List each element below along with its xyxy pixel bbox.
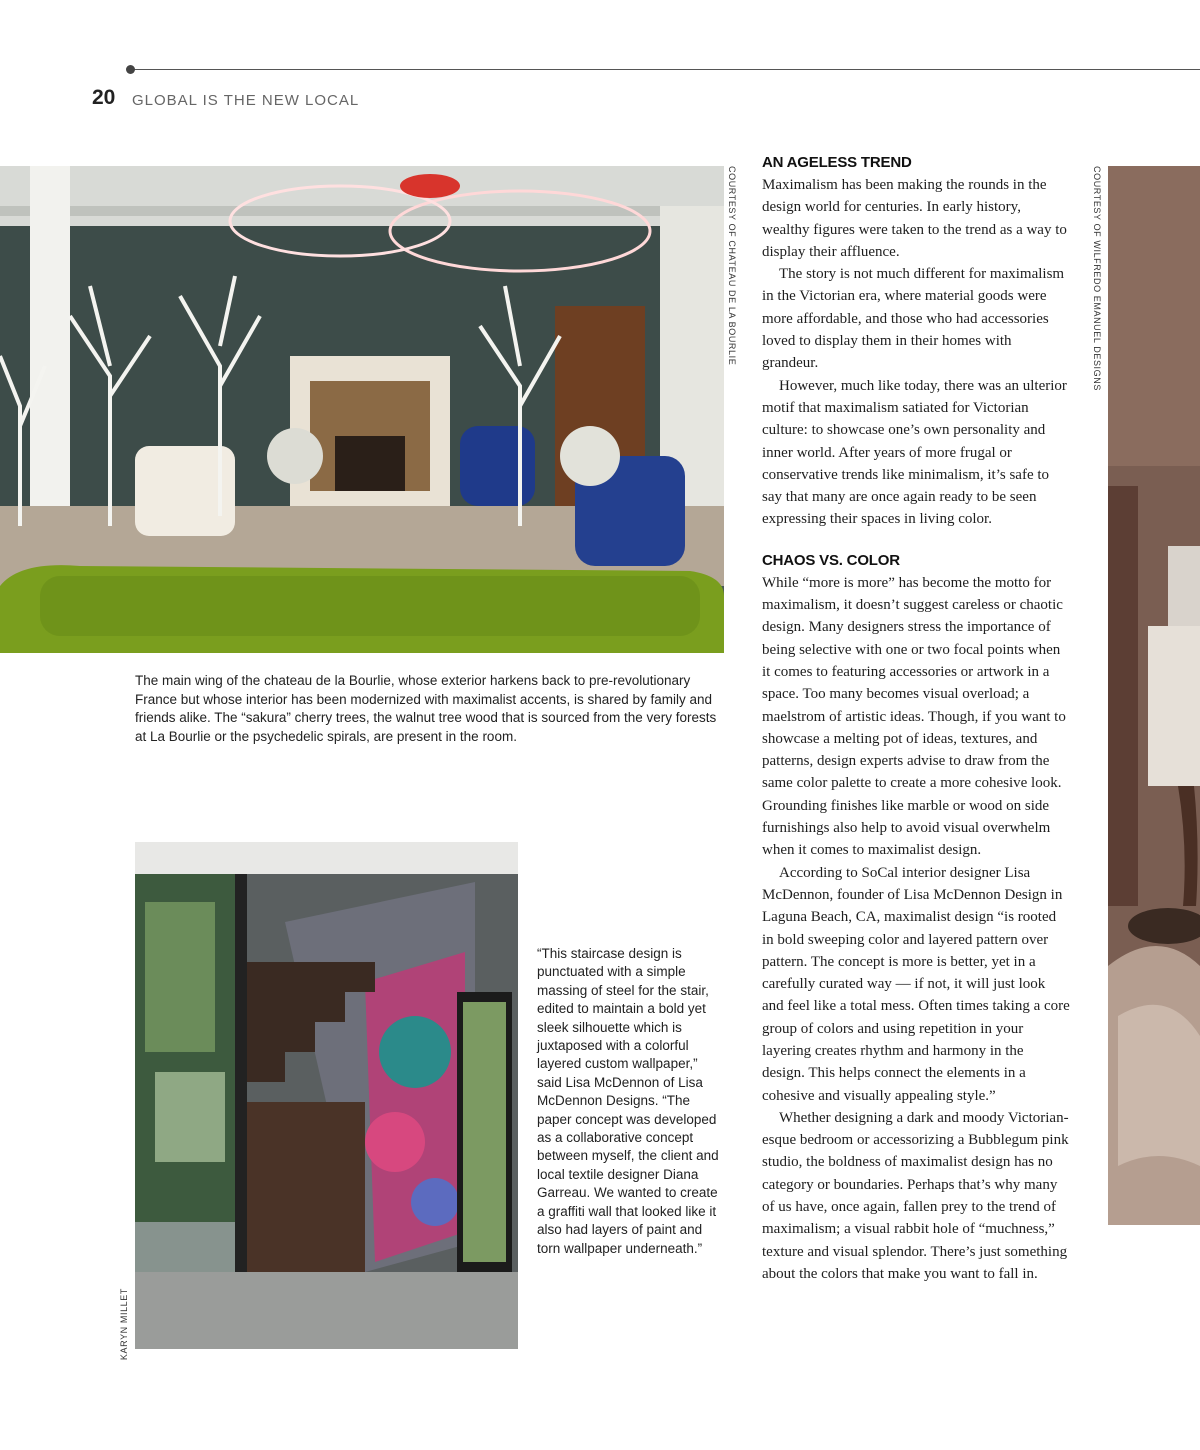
main-photo-credit: COURTESY OF CHATEAU DE LA BOURLIE bbox=[727, 166, 737, 366]
article-column bbox=[762, 152, 1070, 1285]
article-paragraph: However, much like today, there was an ulterior motif that maximalism satiated for Victorian culture: to showcase one’s own personality and inner world. After years of more frugal or conservative trends like minimalism, it’s safe to say that many are once again ready to be seen expressing their spaces in living color. bbox=[762, 377, 1067, 528]
chateau-living-room-photo bbox=[0, 166, 724, 653]
article-paragraph: Maximalism has been making the rounds in the design world for centuries. In early history, wealthy figures were taken to the trend as a way to display their affluence. bbox=[762, 177, 1067, 260]
running-title: GLOBAL IS THE NEW LOCAL bbox=[132, 92, 360, 109]
main-photo-caption: The main wing of the chateau de la Bourlie, whose exterior harkens back to pre-revolutionary France but whose interior has been modernized with maximalist accents, is shared by family and friends alike. The “sakura” cherry trees, the walnut tree wood that is sourced from the very forests at La Bourlie or the psychedelic spirals, are present in the room. bbox=[135, 673, 717, 744]
staircase-photo bbox=[135, 842, 518, 1349]
page-number: 20 bbox=[92, 86, 116, 109]
side-photo-credit: COURTESY OF WILFREDO EMANUEL DESIGNS bbox=[1092, 166, 1102, 391]
staircase-photo-credit: KARYN MILLET bbox=[119, 1288, 129, 1361]
header-rule-dot bbox=[126, 65, 135, 74]
staircase-photo-caption: “This staircase design is punctuated with a simple massing of steel for the stair, edited to maintain a bold yet sleek silhouette which is juxtaposed with a colorful layered custom wallpaper,” said Lisa McDennon of Lisa McDennon Designs. “The paper concept was developed as a collaborative concept between myself, the client and local textile designer Diana Garreau. We wanted to create a graffiti wall that looked like it also had layers of paint and torn wallpaper underneath.” bbox=[537, 946, 719, 1256]
section-heading-ageless-trend: AN AGELESS TREND bbox=[762, 154, 912, 171]
article-paragraph: Whether designing a dark and moody Victorian-esque bedroom or accessorizing a Bubblegum pink studio, the boldness of maximalist design has no category or boundaries. Perhaps that’s why many of us have, once again, fallen prey to the trend of maximalism; a visual rabbit hole of “muchness,” texture and visual splendor. There’s just something about the colors that make you want to fall in. bbox=[762, 1109, 1069, 1282]
header-rule bbox=[130, 69, 1200, 70]
article-paragraph: According to SoCal interior designer Lisa McDennon, founder of Lisa McDennon Design in Laguna Beach, CA, maximalist design “is rooted in bold sweeping color and layered pattern over pattern. The concept is more is better, yet in a carefully curated way — if not, it will just look and feel like a total mess. Often times taking a core group of colors and using repetition in your layering creates rhythm and harmony in the design. This helps connect the elements in a cohesive and visually appealing style.” bbox=[762, 864, 1070, 1104]
article-paragraph: The story is not much different for maximalism in the Victorian era, where material goods were more affordable, and those who had accessories loved to display them in their homes with grandeur. bbox=[762, 266, 1065, 372]
section-heading-chaos-vs-color: CHAOS VS. COLOR bbox=[762, 551, 900, 569]
side-interior-photo bbox=[1108, 166, 1200, 1225]
article-paragraph: While “more is more” has become the motto for maximalism, it doesn’t suggest careless or chaotic design. Many designers stress the importance of being selective with one or two focal points when it comes to featuring accessories or artwork in a space. Too many becomes visual overload; a maelstrom of artistic ideas. Though, if you want to showcase a melting pot of ideas, textures, and patterns, design experts advise to draw from the same color palette to create a more cohesive look. Grounding finishes like marble or wood on side furnishings also help to avoid visual overwhelm when it comes to maximalist design. bbox=[762, 574, 1066, 859]
